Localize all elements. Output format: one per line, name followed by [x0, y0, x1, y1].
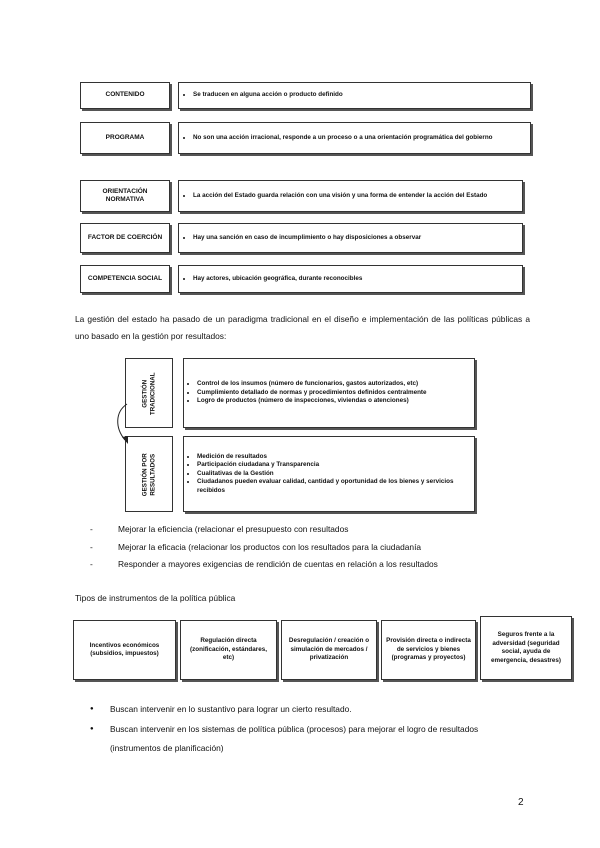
instrument-incentivos: Incentivos económicos (subsidios, impuestos): [73, 620, 176, 680]
table1-label-programa: PROGRAMA: [80, 122, 170, 154]
instrument-regulacion: Regulación directa (zonificación, estándares, etc): [180, 620, 277, 680]
table2-desc-competencia: [178, 265, 523, 293]
list-item: • Ciudadanos pueden evaluar calidad, cantidad y oportunidad de los bienes y servicios recibidos: [197, 478, 469, 495]
table1-desc-contenido: [178, 82, 531, 109]
page-number: 2: [518, 797, 524, 808]
diagram-traditional-label: GESTIÓN TRADICIONAL: [141, 372, 156, 416]
table2-label-coercion: FACTOR DE COERCIÓN: [80, 223, 170, 253]
table2-label-orientacion: ORIENTACIÓN NORMATIVA: [80, 180, 170, 212]
paragraph-gestion: La gestión del estado ha pasado de un paradigma tradicional en el diseño e implementación de las políticas públicas a uno basado en la gestión por resultados:: [75, 314, 530, 341]
list-item: • Se traducen en alguna acción o producto definido: [193, 91, 343, 100]
instruments-title: Tipos de instrumentos de la política pública: [75, 593, 236, 603]
curved-arrow-icon: [113, 400, 143, 450]
table1-desc-programa: [178, 122, 531, 154]
list-item: • Hay una sanción en caso de incumplimiento o hay disposiciones a observar: [193, 234, 421, 243]
list-item: - Mejorar la eficiencia (relacionar el presupuesto con resultados: [90, 521, 530, 539]
instrument-desregulacion: Desregulación / creación o simulación de mercados / privatización: [281, 620, 377, 680]
bullet-list: [90, 700, 530, 758]
list-item: • Cumplimiento detallado de normas y procedimientos definidos centralmente: [197, 389, 427, 398]
list-item: • Participación ciudadana y Transparencia: [197, 461, 469, 470]
table2-desc-orientacion: [178, 180, 523, 212]
dash-list: [90, 521, 530, 574]
list-item: • Logro de productos (número de inspecciones, viviendas o atenciones): [197, 397, 427, 406]
list-item: • Hay actores, ubicación geográfica, durante reconocibles: [193, 275, 362, 284]
list-item: - Responder a mayores exigencias de rendición de cuentas en relación a los resultados: [90, 556, 530, 574]
list-item: • La acción del Estado guarda relación con una visión y una forma de entender la acción del Estado: [193, 192, 487, 201]
list-item: • Medición de resultados: [197, 453, 469, 462]
diagram-results-box: [183, 436, 475, 512]
list-item: • No son una acción irracional, responde a un proceso o a una orientación programática del gobierno: [193, 134, 493, 143]
instrument-seguros: Seguros frente a la adversidad (seguridad social, ayuda de emergencia, desastres): [480, 616, 572, 680]
list-item: - Mejorar la eficacia (relacionar los productos con los resultados para la ciudadanía: [90, 539, 530, 557]
list-item: ● Buscan intervenir en lo sustantivo para lograr un cierto resultado.: [90, 700, 530, 718]
diagram-results-label: GESTIÓN POR RESULTADOS: [141, 453, 156, 497]
table1-label-contenido: CONTENIDO: [80, 82, 170, 109]
diagram-traditional-box: [183, 358, 475, 428]
list-item: • Cualitativas de la Gestión: [197, 470, 469, 479]
table2-desc-coercion: [178, 223, 523, 253]
instrument-provision: Provisión directa o indirecta de servicios y bienes (programas y proyectos): [381, 620, 476, 680]
list-item: ● Buscan intervenir en los sistemas de política pública (procesos) para mejorar el logro de resultados (instrumentos de planificación): [90, 720, 530, 758]
list-item: • Control de los insumos (número de funcionarios, gastos autorizados, etc): [197, 380, 427, 389]
table2-label-competencia: COMPETENCIA SOCIAL: [80, 265, 170, 293]
